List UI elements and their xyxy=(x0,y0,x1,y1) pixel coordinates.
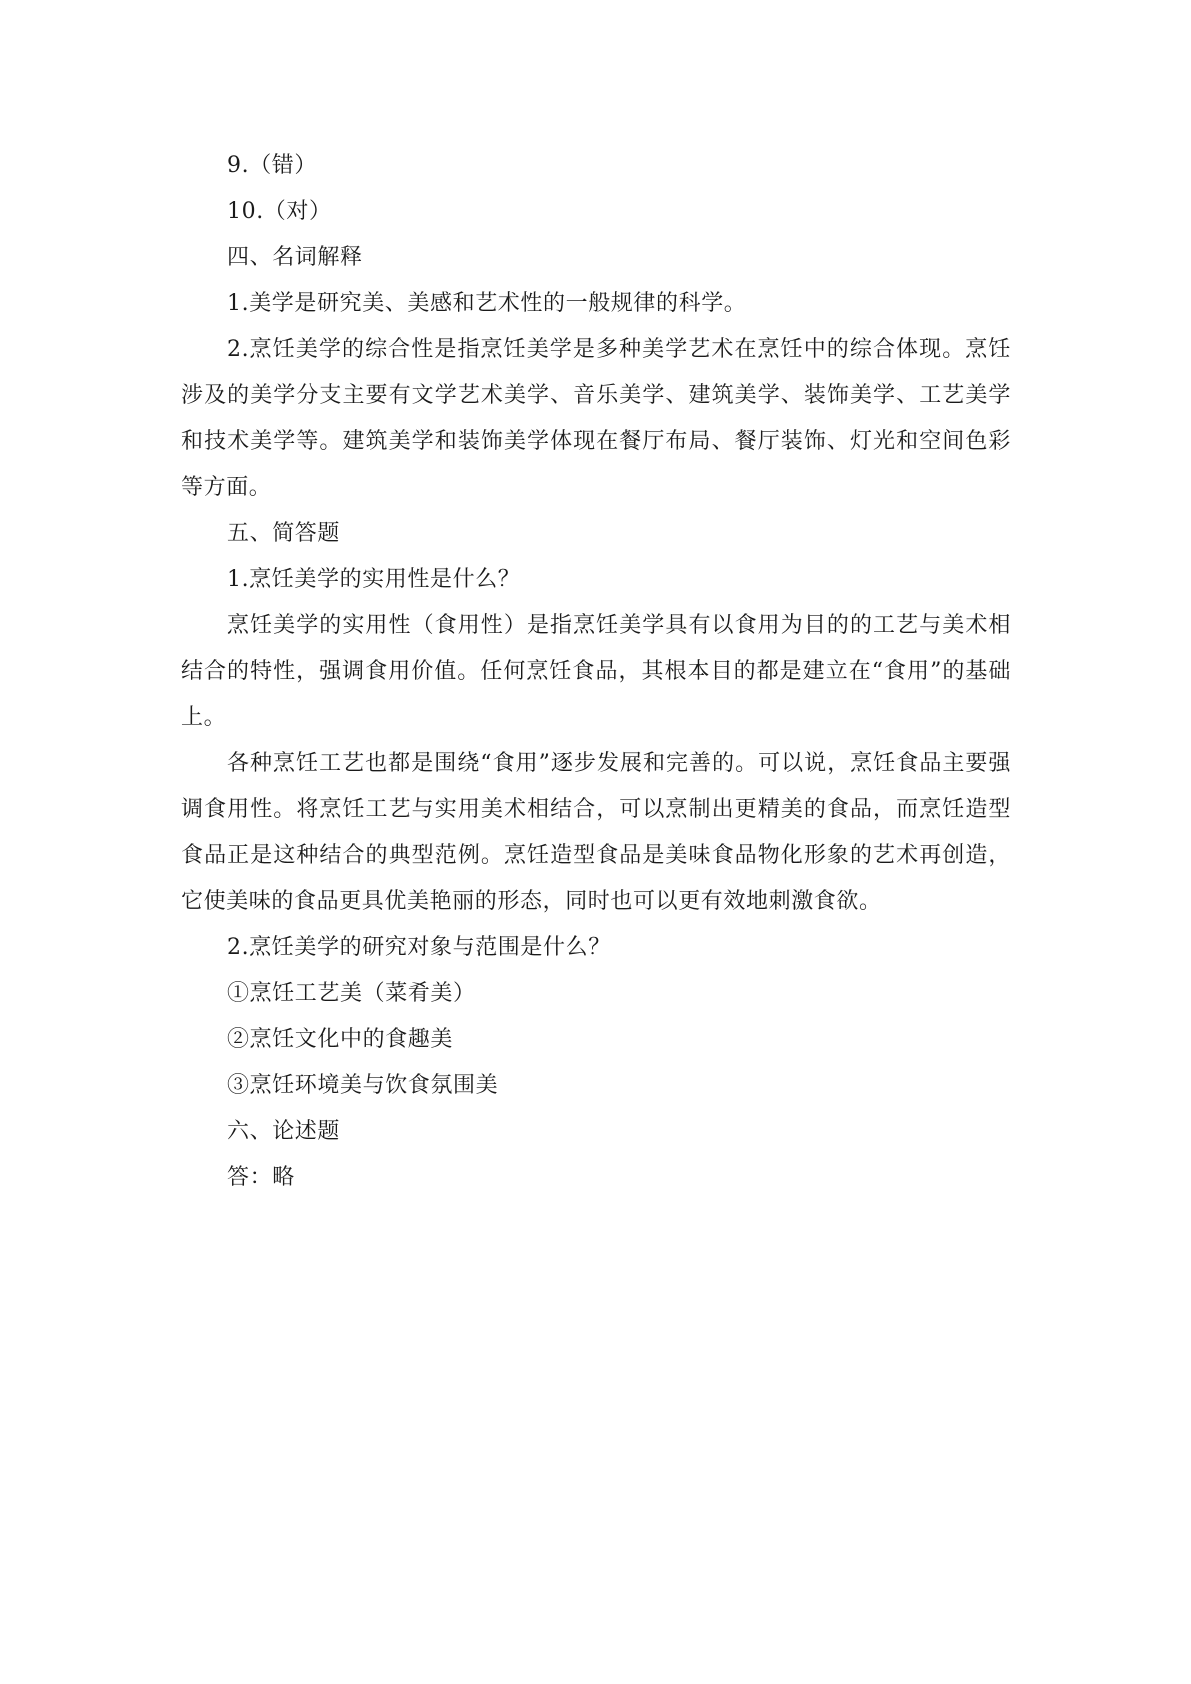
essay-answer: 答：略 xyxy=(227,1165,295,1190)
answer-2-point-2: ②烹饪文化中的食趣美 xyxy=(227,1027,454,1052)
term-definition-1: 1.美学是研究美、美感和艺术性的一般规律的科学。 xyxy=(227,291,747,316)
term-definition-2: 2.烹饪美学的综合性是指烹饪美学是多种美学艺术在烹饪中的综合体现。烹饪涉及的美学分支主要有文学艺术美学、音乐美学、建筑美学、装饰美学、工艺美学和技术美学等。建筑美学和装饰美学体现在餐厅布局、餐厅装饰、灯光和空间色彩等方面。 xyxy=(181,337,1011,500)
document-body xyxy=(181,143,1011,1201)
answer-1-paragraph-2: 各种烹饪工艺也都是围绕“食用”逐步发展和完善的。可以说，烹饪食品主要强调食用性。将烹饪工艺与实用美术相结合，可以烹制出更精美的食品，而烹饪造型食品正是这种结合的典型范例。烹饪造型食品是美味食品物化形象的艺术再创造，它使美味的食品更具优美艳丽的形态，同时也可以更有效地刺激食欲。 xyxy=(181,751,1011,914)
section-heading-terms: 四、名词解释 xyxy=(227,245,363,270)
answer-2-point-3: ③烹饪环境美与饮食氛围美 xyxy=(227,1073,499,1098)
answer-2-point-1: ①烹饪工艺美（菜肴美） xyxy=(227,981,476,1006)
section-heading-short-answer: 五、简答题 xyxy=(227,521,341,546)
question-2: 2.烹饪美学的研究对象与范围是什么？ xyxy=(227,935,611,960)
section-heading-essay: 六、论述题 xyxy=(227,1119,341,1144)
answer-item-10: 10.（对） xyxy=(227,199,332,224)
answer-item-9: 9.（错） xyxy=(227,153,317,178)
question-1: 1.烹饪美学的实用性是什么？ xyxy=(227,567,521,592)
answer-1-paragraph-1: 烹饪美学的实用性（食用性）是指烹饪美学具有以食用为目的的工艺与美术相结合的特性，强调食用价值。任何烹饪食品，其根本目的都是建立在“食用”的基础上。 xyxy=(181,613,1011,730)
